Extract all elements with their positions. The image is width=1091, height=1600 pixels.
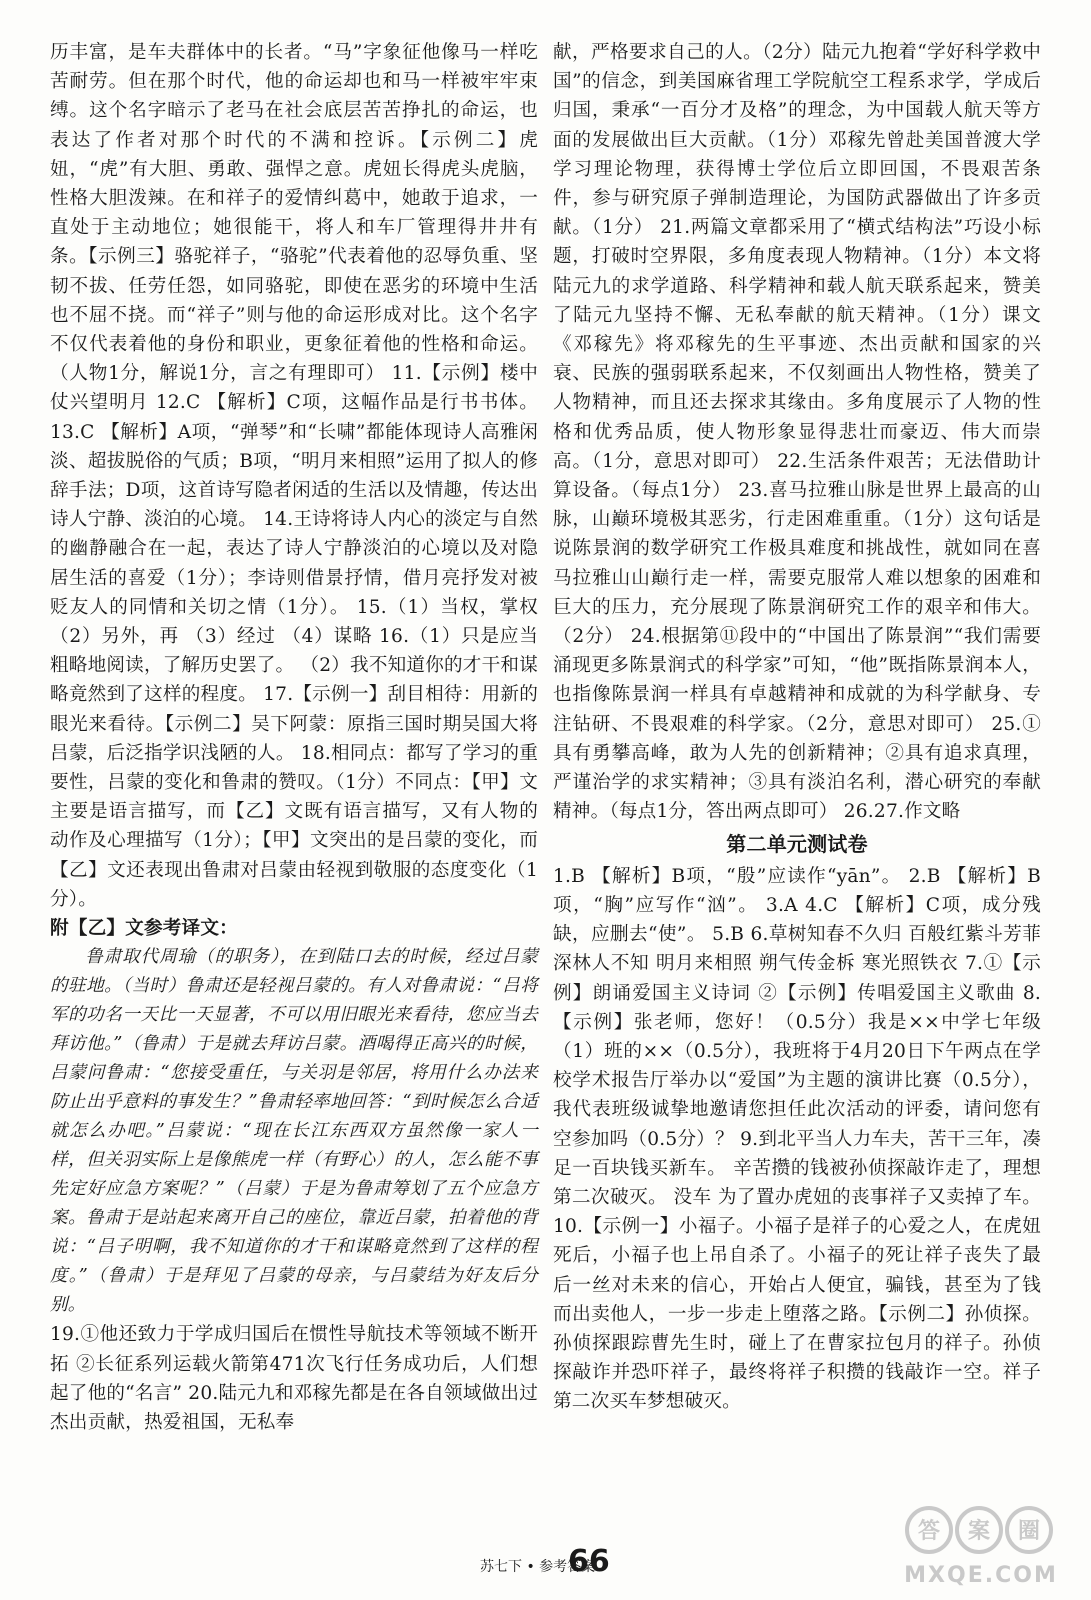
right-column [553,38,1041,1417]
section-title: 第二单元测试卷 [726,832,868,857]
translation-text: 鲁肃取代周瑜（的职务），在到陆口去的时候，经过吕蒙的驻地。（当时）鲁肃还是轻视吕蒙的。有人对鲁肃说：“吕将军的功名一天比一天显著，不可以用旧眼光来看待，您应当去拜访他。”（鲁肃）于是就去拜访吕蒙。酒喝得正高兴的时候，吕蒙问鲁肃：“您接受重任，与关羽是邻居，将用什么办法来防止出乎意料的事发生？”鲁肃轻率地回答：“到时候怎么合适就怎么办吧。”吕蒙说：“现在长江东西双方虽然像一家人一样，但关羽实际上是像熊虎一样（有野心）的人，怎么能不事先定好应急方案呢？”（吕蒙）于是为鲁肃筹划了五个应急方案。鲁肃于是站起来离开自己的座位，靠近吕蒙，拍着他的背说：“吕子明啊，我不知道你的才干和谋略竟然到了这样的程度。”（鲁肃）于是拜见了吕蒙的母亲，与吕蒙结为好友后分别。 [50,947,538,1316]
watermark-logo [901,1500,1061,1595]
svg-text:案: 案 [967,1519,991,1544]
answer-paragraph: 历丰富，是车夫群体中的长者。“马”字象征他像马一样吃苦耐劳。但在那个时代，他的命运却也和马一样被牢牢束缚。这个名字暗示了老马在社会底层苦苦挣扎的命运，也表达了作者对那个时代的不满和控诉。【示例二】虎妞，“虎”有大胆、勇敢、强悍之意。虎妞长得虎头虎脑，性格大胆泼辣。在和祥子的爱情纠葛中，她敢于追求，一直处于主动地位；她很能干，将人和车厂管理得井井有条。【示例三】骆驼祥子，“骆驼”代表着他的忍辱负重、坚韧不拔、任劳任怨，如同骆驼，即使在恶劣的环境中生活也不屈不挠。而“祥子”则与他的命运形成对比。这个名字不仅代表着他的身份和职业，更象征着他的性格和命运。（人物1分，解说1分，言之有理即可） 11.【示例】楼中仗兴望明月 12.C 【解析】C项，这幅作品是行书书体。 13.C 【解析】A项，“弹琴”和“长啸”都能体现诗人高雅闲淡、超拔脱俗的气质；B项，“明月来相照”运用了拟人的修辞手法；D项，这首诗写隐者闲适的生活以及情趣，传达出诗人宁静、淡泊的心境。 14.王诗将诗人内心的淡定与自然的幽静融合在一起，表达了诗人宁静淡泊的心境以及对隐居生活的喜爱（1分）；李诗则借景抒情，借月亮抒发对被贬友人的同情和关切之情（1分）。 15.（1）当权，掌权 （2）另外，再 （3）经过 （4）谋略 16.（1）只是应当粗略地阅读，了解历史罢了。 （2）我不知道你的才干和谋略竟然到了这样的程度。 17.【示例一】刮目相待：用新的眼光来看待。【示例二】吴下阿蒙：原指三国时期吴国大将吕蒙，后泛指学识浅陋的人。 18.相同点：都写了学习的重要性，吕蒙的变化和鲁肃的赞叹。（1分）不同点：【甲】文主要是语言描写，而【乙】文既有语言描写，又有人物的动作及心理描写（1分）；【甲】文突出的是吕蒙的变化，而【乙】文还表现出鲁肃对吕蒙由轻视到敬服的态度变化（1分）。 [50,42,538,910]
page-number: 66 [568,1544,610,1579]
answer-paragraph: 献，严格要求自己的人。（2分）陆元九抱着“学好科学救中国”的信念，到美国麻省理工学院航空工程系求学，学成后归国，秉承“一百分才及格”的理念，为中国载人航天等方面的发展做出巨大贡献。（1分）邓稼先曾赴美国普渡大学学习理论物理，获得博士学位后立即回国，不畏艰苦条件，参与研究原子弹制造理论，为国防武器做出了许多贡献。（1分） 21.两篇文章都采用了“横式结构法”巧设小标题，打破时空界限，多角度表现人物精神。（1分）本文将陆元九的求学道路、科学精神和载人航天联系起来，赞美了陆元九坚持不懈、无私奉献的航天精神。（1分）课文《邓稼先》将邓稼先的生平事迹、杰出贡献和国家的兴衰、民族的强弱联系起来，不仅刻画出人物性格，赞美了人物精神，而且还去探求其缘由。多角度展示了人物的性格和优秀品质，使人物形象显得悲壮而豪迈、伟大而崇高。（1分，意思对即可） 22.生活条件艰苦；无法借助计算设备。（每点1分） 23.喜马拉雅山脉是世界上最高的山脉，山巅环境极其恶劣，行走困难重重。（1分）这句话是说陈景润的数学研究工作极具难度和挑战性，就如同在喜马拉雅山山巅行走一样，需要克服常人难以想象的困难和巨大的压力，充分展现了陈景润研究工作的艰辛和伟大。（2分） 24.根据第⑪段中的“中国出了陈景润”“我们需要涌现更多陈景润式的科学家”可知，“他”既指陈景润本人，也指像陈景润一样具有卓越精神和成就的为科学献身、专注钻研、不畏艰难的科学家。（2分，意思对即可） 25.①具有勇攀高峰，敢为人先的创新精神；②具有追求真理，严谨治学的求实精神；③具有淡泊名利，潜心研究的奉献精神。（每点1分，答出两点即可） 26.27.作文略 [553,42,1041,823]
svg-text:答: 答 [917,1519,941,1544]
svg-text:MXQE.COM: MXQE.COM [904,1563,1058,1588]
left-column [50,38,538,1437]
svg-text:圈: 圈 [1017,1519,1041,1544]
translation-title: 附【乙】文参考译文： [50,918,238,940]
answer-paragraph: 1.B 【解析】B项，“殷”应读作“yān”。 2.B 【解析】B项，“胸”应写作“汹”。 3.A 4.C 【解析】C项，成分残缺，应删去“使”。 5.B 6.草树知春不久归 百般红紫斗芳菲 深林人不知 明月来相照 朔气传金柝 寒光照铁衣 7.①【示例】朗诵爱国主义诗词 ②【示例】传唱爱国主义歌曲 8.【示例】张老师，您好！（0.5分）我是××中学七年级（1）班的××（0.5分），我班将于4月20日下午两点在学校学术报告厅举办以“爱国”为主题的演讲比赛（0.5分），我代表班级诚挚地邀请您担任此次活动的评委，请问您有空参加吗（0.5分）？ 9.到北平当人力车夫，苦干三年，凑足一百块钱买新车。 辛苦攒的钱被孙侦探敲诈走了，理想第二次破灭。 没车 为了置办虎妞的丧事祥子又卖掉了车。 10.【示例一】小福子。小福子是祥子的心爱之人，在虎妞死后，小福子也上吊自杀了。小福子的死让祥子丧失了最后一丝对未来的信心，开始占人便宜，骗钱，甚至为了钱而出卖他人，一步一步走上堕落之路。【示例二】孙侦探。孙侦探跟踪曹先生时，碰上了在曹家拉包月的祥子。孙侦探敲诈并恐吓祥子，最终将祥子积攒的钱敲诈一空。祥子第二次买车梦想破灭。 [553,865,1041,1413]
footer-label: 苏七下 • 参考答案 [480,1559,596,1575]
answer-paragraph: 19.①他还致力于学成归国后在惯性导航技术等领域不断开拓 ②长征系列运载火箭第471次飞行任务成功后，人们想起了他的“名言” 20.陆元九和邓稼先都是在各自领域做出过杰出贡献，热爱祖国，无私奉 [50,1324,538,1433]
